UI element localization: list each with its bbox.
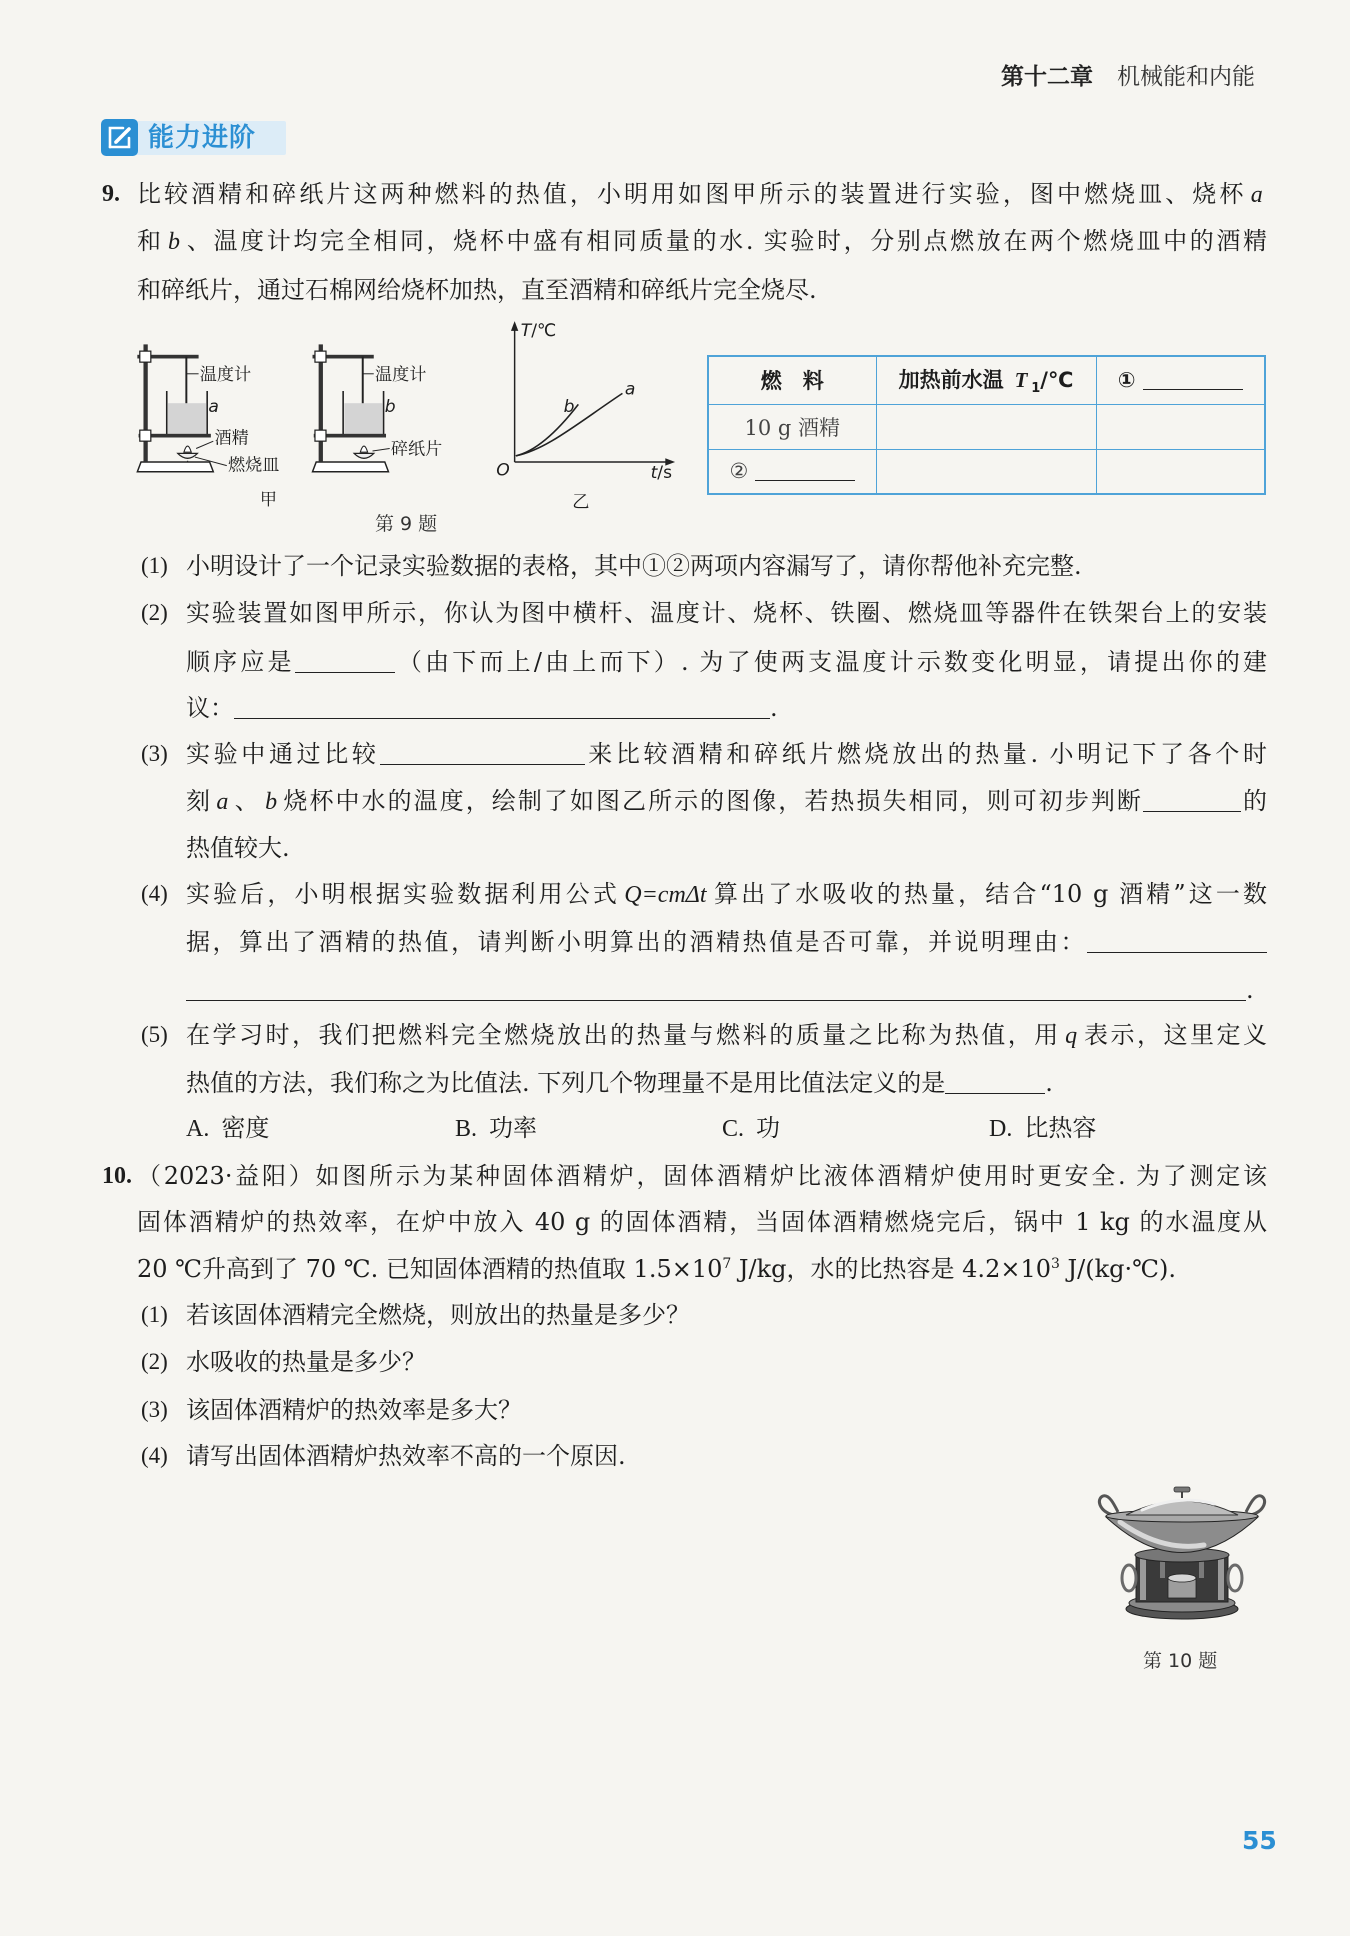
text-segment: 表示，这里定义 [1081, 1021, 1268, 1049]
option-key: D. [989, 1116, 1013, 1142]
text-segment: 据，算出了酒精的热值，请判断小明算出的酒精热值是否可靠，并说明理由： [186, 928, 1087, 956]
question-10-line-2: 固体酒精炉的热效率，在炉中放入 40 g 的固体酒精，当固体酒精燃烧完后，锅中 1 kg 的水温度从 [137, 1208, 1267, 1236]
text-segment: 如图所示为某种固体酒精炉，固体酒精炉比液体酒精炉使用时更安全. 为了测定该 [315, 1162, 1267, 1190]
q10-sub2-text: 水吸收的热量是多少？ [186, 1348, 426, 1376]
answer-blank [945, 1072, 1045, 1094]
variable-a: a [216, 789, 229, 815]
question-9-number: 9. [102, 181, 120, 207]
table-header-row [708, 356, 1265, 404]
variable-b: b [265, 789, 278, 815]
x-axis-label [651, 463, 672, 483]
y-axis-label [521, 321, 556, 341]
cell-fuel-alcohol: 10 g 酒精 [708, 404, 876, 449]
figure-9-caption: 第 9 题 [375, 513, 438, 535]
experiment-data-table [707, 355, 1266, 495]
sub-label: (4) [141, 1443, 168, 1468]
text-segment: 的 [1240, 787, 1268, 815]
sub-label: (5) [141, 1022, 168, 1047]
y-axis-unit: /℃ [531, 320, 557, 341]
header-temp-text: 加热前水温 [898, 368, 1004, 393]
label-fuel-alcohol: 酒精 [214, 428, 249, 449]
q9-sub4-line-3 [186, 974, 1267, 1006]
q9-sub3-line-3: 热值较大. [186, 834, 290, 862]
question-source: （2023·益阳） [137, 1162, 316, 1190]
text-segment: 议： [186, 694, 234, 722]
text-segment: （由下而上/由上而下）. 为了使两支温度计示数变化明显，请提出你的建 [394, 648, 1268, 676]
text-segment: 实验后，小明根据实验数据利用公式 [186, 880, 620, 908]
curve-a-label: a [624, 379, 636, 400]
header-fuel: 燃 料 [708, 356, 876, 404]
x-axis-var: t [650, 462, 658, 483]
cell-missing-2 [708, 449, 876, 494]
text-segment: 在学习时，我们把燃料完全燃烧放出的热量与燃料的质量之比称为热值，用 [186, 1021, 1061, 1049]
sub-label: (3) [141, 741, 168, 766]
q9-sub4-line-2 [186, 926, 1267, 958]
question-9-line-1 [137, 178, 1267, 210]
text-segment: 和 [137, 227, 164, 255]
figure-9-diagrams [130, 316, 680, 521]
variable-a: a [1250, 182, 1263, 208]
option-key: C. [722, 1116, 745, 1142]
option-c [722, 1112, 780, 1145]
option-a [186, 1112, 269, 1145]
sub-label: (4) [141, 881, 168, 906]
text-segment: . [1045, 1069, 1053, 1097]
q9-sub5-line-1 [186, 1019, 1267, 1051]
text-segment: 烧杯中水的温度，绘制了如图乙所示的图像，若热损失相同，则可初步判断 [281, 787, 1143, 815]
option-text: 功率 [489, 1114, 538, 1142]
header-initial-temp [876, 356, 1096, 404]
page-number: 55 [1242, 1826, 1277, 1855]
question-10-number: 10. [102, 1163, 132, 1189]
q9-sub3-line-1 [186, 738, 1267, 770]
exponent: 7 [722, 1256, 732, 1272]
cell-empty [876, 449, 1096, 494]
sub-label: (1) [141, 1302, 168, 1327]
text-segment: 刻 [186, 787, 213, 815]
q9-sub1-text: 小明设计了一个记录实验数据的表格，其中①②两项内容漏写了，请你帮他补充完整. [186, 552, 1082, 580]
option-text: 密度 [221, 1114, 270, 1142]
answer-blank [186, 979, 1246, 1001]
label-thermometer-right: 温度计 [374, 364, 427, 385]
stand-jia-left [137, 344, 279, 475]
circled-2: ② [729, 459, 749, 484]
figure-10-caption: 第 10 题 [1143, 1650, 1218, 1672]
text-segment: J/(kg·℃). [1059, 1255, 1176, 1283]
chapter-number: 第十二章 [1001, 64, 1093, 90]
exponent: 3 [1050, 1256, 1060, 1272]
cell-empty [1096, 449, 1265, 494]
answer-blank [755, 459, 855, 481]
table-row [708, 404, 1265, 449]
origin-label: O [496, 460, 510, 481]
label-thermometer-left: 温度计 [199, 364, 252, 385]
label-beaker-b: b [384, 396, 396, 417]
q9-sub2-line-1: 实验装置如图甲所示，你认为图中横杆、温度计、烧杯、铁圈、燃烧皿等器件在铁架台上的安装 [186, 599, 1267, 627]
header-missing-1 [1096, 356, 1265, 404]
variable-b: b [167, 229, 180, 255]
edit-icon [101, 119, 138, 156]
text-segment: 20 ℃升高到了 70 ℃. 已知固体酒精的热值取 1.5×10 [137, 1255, 723, 1283]
text-segment: 实验中通过比较 [186, 740, 380, 768]
sub-label: (2) [141, 600, 168, 625]
option-key: B. [455, 1116, 478, 1142]
answer-blank [1087, 931, 1267, 953]
q10-sub1-text: 若该固体酒精完全燃烧，则放出的热量是多少？ [186, 1301, 690, 1329]
table-row [708, 449, 1265, 494]
label-burner-dish: 燃烧皿 [227, 455, 280, 476]
chapter-title: 机械能和内能 [1117, 64, 1255, 90]
curve-b-label: b [563, 396, 575, 417]
text-segment: 比较酒精和碎纸片这两种燃料的热值，小明用如图甲所示的装置进行实验，图中燃烧皿、烧杯 [137, 180, 1247, 208]
option-text: 功 [756, 1114, 781, 1142]
q10-sub3-text: 该固体酒精炉的热效率是多大？ [186, 1396, 522, 1424]
cell-empty [1096, 404, 1265, 449]
label-fuel-paper: 碎纸片 [390, 439, 443, 460]
figure-label-jia: 甲 [259, 489, 277, 510]
text-segment: . [770, 694, 778, 722]
answer-blank [1143, 368, 1243, 390]
q9-sub3-line-2 [186, 785, 1267, 817]
variable-q: q [1065, 1023, 1078, 1049]
answer-blank [380, 743, 585, 765]
text-segment: J/kg，水的比热容是 4.2×10 [731, 1255, 1051, 1283]
figure-label-yi: 乙 [572, 492, 590, 513]
text-segment: 来比较酒精和碎纸片燃烧放出的热量. 小明记下了各个时 [584, 740, 1268, 768]
x-axis-unit: /s [657, 462, 673, 483]
option-key: A. [186, 1116, 210, 1142]
header-temp-var: T [1014, 368, 1028, 393]
question-9-line-3: 和碎纸片，通过石棉网给烧杯加热，直至酒精和碎纸片完全烧尽. [137, 276, 817, 304]
sub-label: (1) [141, 553, 168, 578]
text-segment: . [1246, 976, 1254, 1004]
text-segment: 顺序应是 [186, 648, 295, 676]
q9-sub2-line-3 [186, 692, 1267, 724]
cell-empty [876, 404, 1096, 449]
stand-jia-right [313, 344, 443, 471]
answer-blank [234, 697, 770, 719]
sub-label: (3) [141, 1397, 168, 1422]
answer-blank [1143, 790, 1241, 812]
sub-label: (2) [141, 1349, 168, 1374]
graph-yi [496, 321, 675, 512]
q10-sub4-text: 请写出固体酒精炉热效率不高的一个原因. [186, 1442, 626, 1470]
question-9-line-2 [137, 225, 1267, 257]
text-segment: 、 [232, 787, 261, 815]
answer-blank [295, 651, 395, 673]
y-axis-var: T [520, 320, 532, 341]
question-10-line-3 [137, 1253, 1267, 1285]
header-temp-sub: 1 [1031, 381, 1041, 397]
circled-1: ① [1117, 368, 1136, 393]
alcohol-stove-illustration [1096, 1484, 1268, 1626]
q9-sub4-line-1 [186, 878, 1267, 910]
text-segment: 、温度计均完全相同，烧杯中盛有相同质量的水. 实验时，分别点燃放在两个燃烧皿中的酒精 [184, 227, 1267, 255]
formula: Q=cmΔt [624, 882, 707, 908]
text-segment: 算出了水吸收的热量，结合“10 g 酒精”这一数 [710, 880, 1268, 908]
option-d [989, 1112, 1096, 1145]
q9-sub5-line-2 [186, 1067, 1267, 1099]
text-segment: 热值的方法，我们称之为比值法. 下列几个物理量不是用比值法定义的是 [186, 1069, 946, 1097]
section-title: 能力进阶 [148, 123, 257, 153]
header-temp-unit: /℃ [1040, 368, 1074, 393]
option-text: 比热容 [1024, 1114, 1097, 1142]
q9-sub2-line-2 [186, 646, 1267, 678]
question-10-line-1 [137, 1160, 1267, 1192]
label-beaker-a: a [208, 396, 219, 417]
option-b [455, 1112, 537, 1145]
